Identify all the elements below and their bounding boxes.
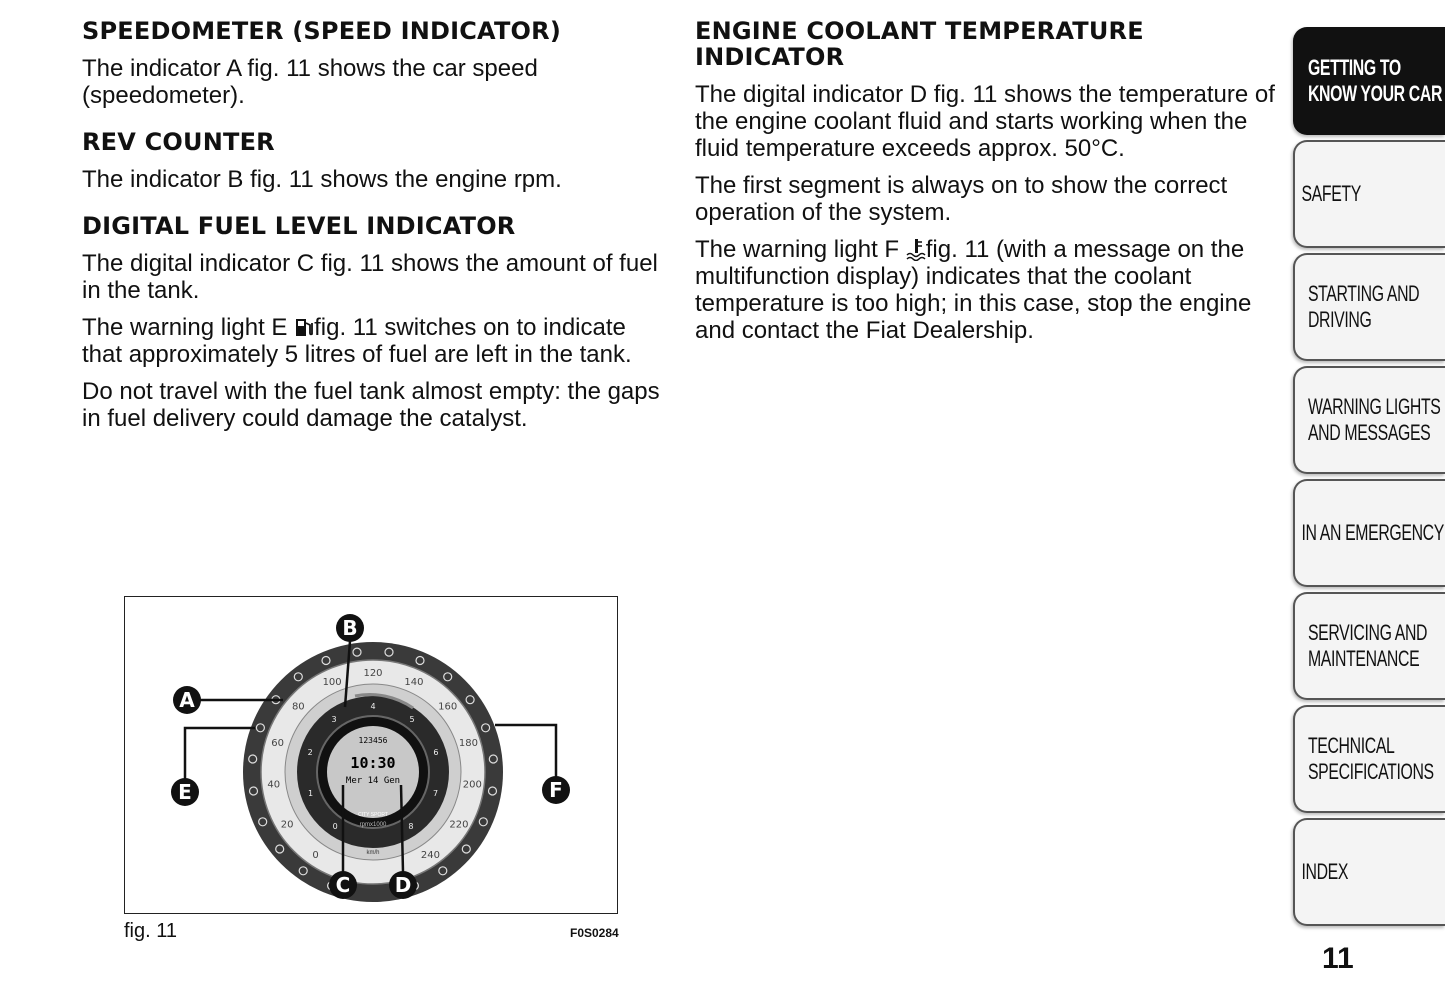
tab-label: STARTING AND DRIVING bbox=[1307, 281, 1420, 332]
tab-index[interactable] bbox=[1293, 818, 1445, 926]
odometer-reading: 123456 bbox=[358, 736, 388, 745]
rpm-tick-label: 5 bbox=[409, 714, 415, 724]
tab-technical-specifications[interactable] bbox=[1293, 705, 1445, 813]
speed-tick-label: 40 bbox=[267, 779, 281, 791]
speed-tick-label: 200 bbox=[462, 779, 482, 791]
instrument-cluster-diagram bbox=[125, 597, 616, 912]
paragraph: The digital indicator C fig. 11 shows the amount of fuel in the tank. bbox=[82, 250, 658, 304]
rpm-tick-label: 2 bbox=[307, 748, 313, 758]
callout-letter: A bbox=[179, 688, 195, 712]
rev-counter-section bbox=[82, 129, 667, 193]
callout-letter: B bbox=[342, 616, 358, 640]
speed-tick-label: 20 bbox=[280, 819, 294, 831]
callout-letter: D bbox=[394, 873, 412, 897]
paragraph: The first segment is always on to show the correct operation of the system. bbox=[695, 172, 1228, 226]
speed-tick-label: 0 bbox=[312, 849, 319, 861]
tab-safety[interactable] bbox=[1293, 140, 1445, 248]
paragraph: The indicator B fig. 11 shows the engine rpm. bbox=[82, 166, 562, 193]
fuel-level-section bbox=[82, 213, 667, 432]
speed-tick-label: 180 bbox=[458, 737, 478, 749]
speed-tick-label: 100 bbox=[322, 676, 342, 688]
tab-label: IN AN EMERGENCY bbox=[1301, 520, 1444, 545]
tab-starting-and-driving[interactable] bbox=[1293, 253, 1445, 361]
chapter-tabs bbox=[1293, 27, 1445, 931]
section-heading: SPEEDOMETER (SPEED INDICATOR) bbox=[82, 17, 561, 45]
fuel-warning-paragraph: The warning light E fig. 11 switches on to indicate that approximately 5 litres of fuel are left in the tank. bbox=[82, 314, 632, 368]
paragraph: Do not travel with the fuel tank almost empty: the gaps in fuel delivery could damage the catalyst. bbox=[82, 378, 660, 432]
speed-unit-label: km/h bbox=[366, 850, 380, 856]
tab-label: SERVICING AND MAINTENANCE bbox=[1307, 620, 1428, 671]
speed-tick-label: 120 bbox=[363, 668, 383, 679]
speed-tick-label: 240 bbox=[420, 849, 440, 861]
section-heading: DIGITAL FUEL LEVEL INDICATOR bbox=[82, 212, 516, 240]
leader-line-f bbox=[495, 725, 556, 779]
rpm-tick-label: 0 bbox=[332, 822, 338, 832]
tab-label: WARNING LIGHTS AND MESSAGES bbox=[1307, 394, 1441, 445]
coolant-temperature-icon bbox=[906, 237, 926, 261]
tab-label: TECHNICAL SPECIFICATIONS bbox=[1307, 733, 1434, 784]
clock-reading: 10:30 bbox=[350, 754, 396, 772]
left-column bbox=[82, 18, 667, 452]
section-heading: ENGINE COOLANT TEMPERATURE INDICATOR bbox=[695, 17, 1144, 71]
tab-label: GETTING TO KNOW YOUR CAR bbox=[1307, 55, 1443, 106]
paragraph: The digital indicator D fig. 11 shows the temperature of the engine coolant fluid and starts working when the fluid temperature exceeds approx. 50°C. bbox=[695, 81, 1275, 162]
speed-tick-label: 60 bbox=[271, 737, 284, 749]
date-reading: Mer 14 Gen bbox=[345, 776, 401, 786]
tab-servicing-and-maintenance[interactable] bbox=[1293, 592, 1445, 700]
rpm-tick-label: 3 bbox=[331, 714, 337, 724]
speed-tick-label: 220 bbox=[449, 819, 469, 831]
fuel-pump-icon bbox=[294, 315, 314, 339]
instrument-cluster-figure bbox=[124, 596, 618, 914]
rpm-tick-label: 6 bbox=[433, 748, 439, 758]
page-number: 11 bbox=[1322, 942, 1354, 975]
callout-letter: E bbox=[178, 780, 192, 804]
drive-mode-label: CITY SPORT bbox=[358, 812, 388, 818]
coolant-warning-paragraph: The warning light F fig. 11 (with a message on the multifunction display) indicates that the coolant temperature is too high; in this case, stop the engine and contact the Fiat Dealership. bbox=[695, 236, 1252, 344]
right-column bbox=[695, 18, 1285, 354]
tab-getting-to-know-your-car[interactable] bbox=[1293, 27, 1445, 135]
callout-letter: F bbox=[549, 778, 563, 802]
tab-warning-lights-and-messages[interactable] bbox=[1293, 366, 1445, 474]
rpm-tick-label: 1 bbox=[307, 789, 314, 799]
rpm-tick-label: 7 bbox=[432, 789, 439, 799]
speedometer-section bbox=[82, 18, 667, 109]
speed-tick-label: 140 bbox=[404, 676, 424, 688]
rpm-unit-label: rpmx1000 bbox=[359, 822, 387, 828]
rpm-tick-label: 4 bbox=[370, 702, 376, 711]
figure-code: F0S0284 bbox=[570, 926, 619, 940]
section-heading: REV COUNTER bbox=[82, 128, 275, 156]
rpm-tick-label: 8 bbox=[408, 822, 414, 832]
paragraph: The indicator A fig. 11 shows the car speed (speedometer). bbox=[82, 55, 538, 109]
figure-caption: fig. 11 bbox=[124, 920, 177, 942]
tab-label: INDEX bbox=[1301, 859, 1349, 884]
speed-tick-label: 80 bbox=[291, 701, 305, 713]
callout-letter: C bbox=[335, 873, 351, 897]
speed-tick-label: 160 bbox=[438, 701, 458, 713]
tab-label: SAFETY bbox=[1301, 181, 1361, 206]
tab-in-an-emergency[interactable] bbox=[1293, 479, 1445, 587]
